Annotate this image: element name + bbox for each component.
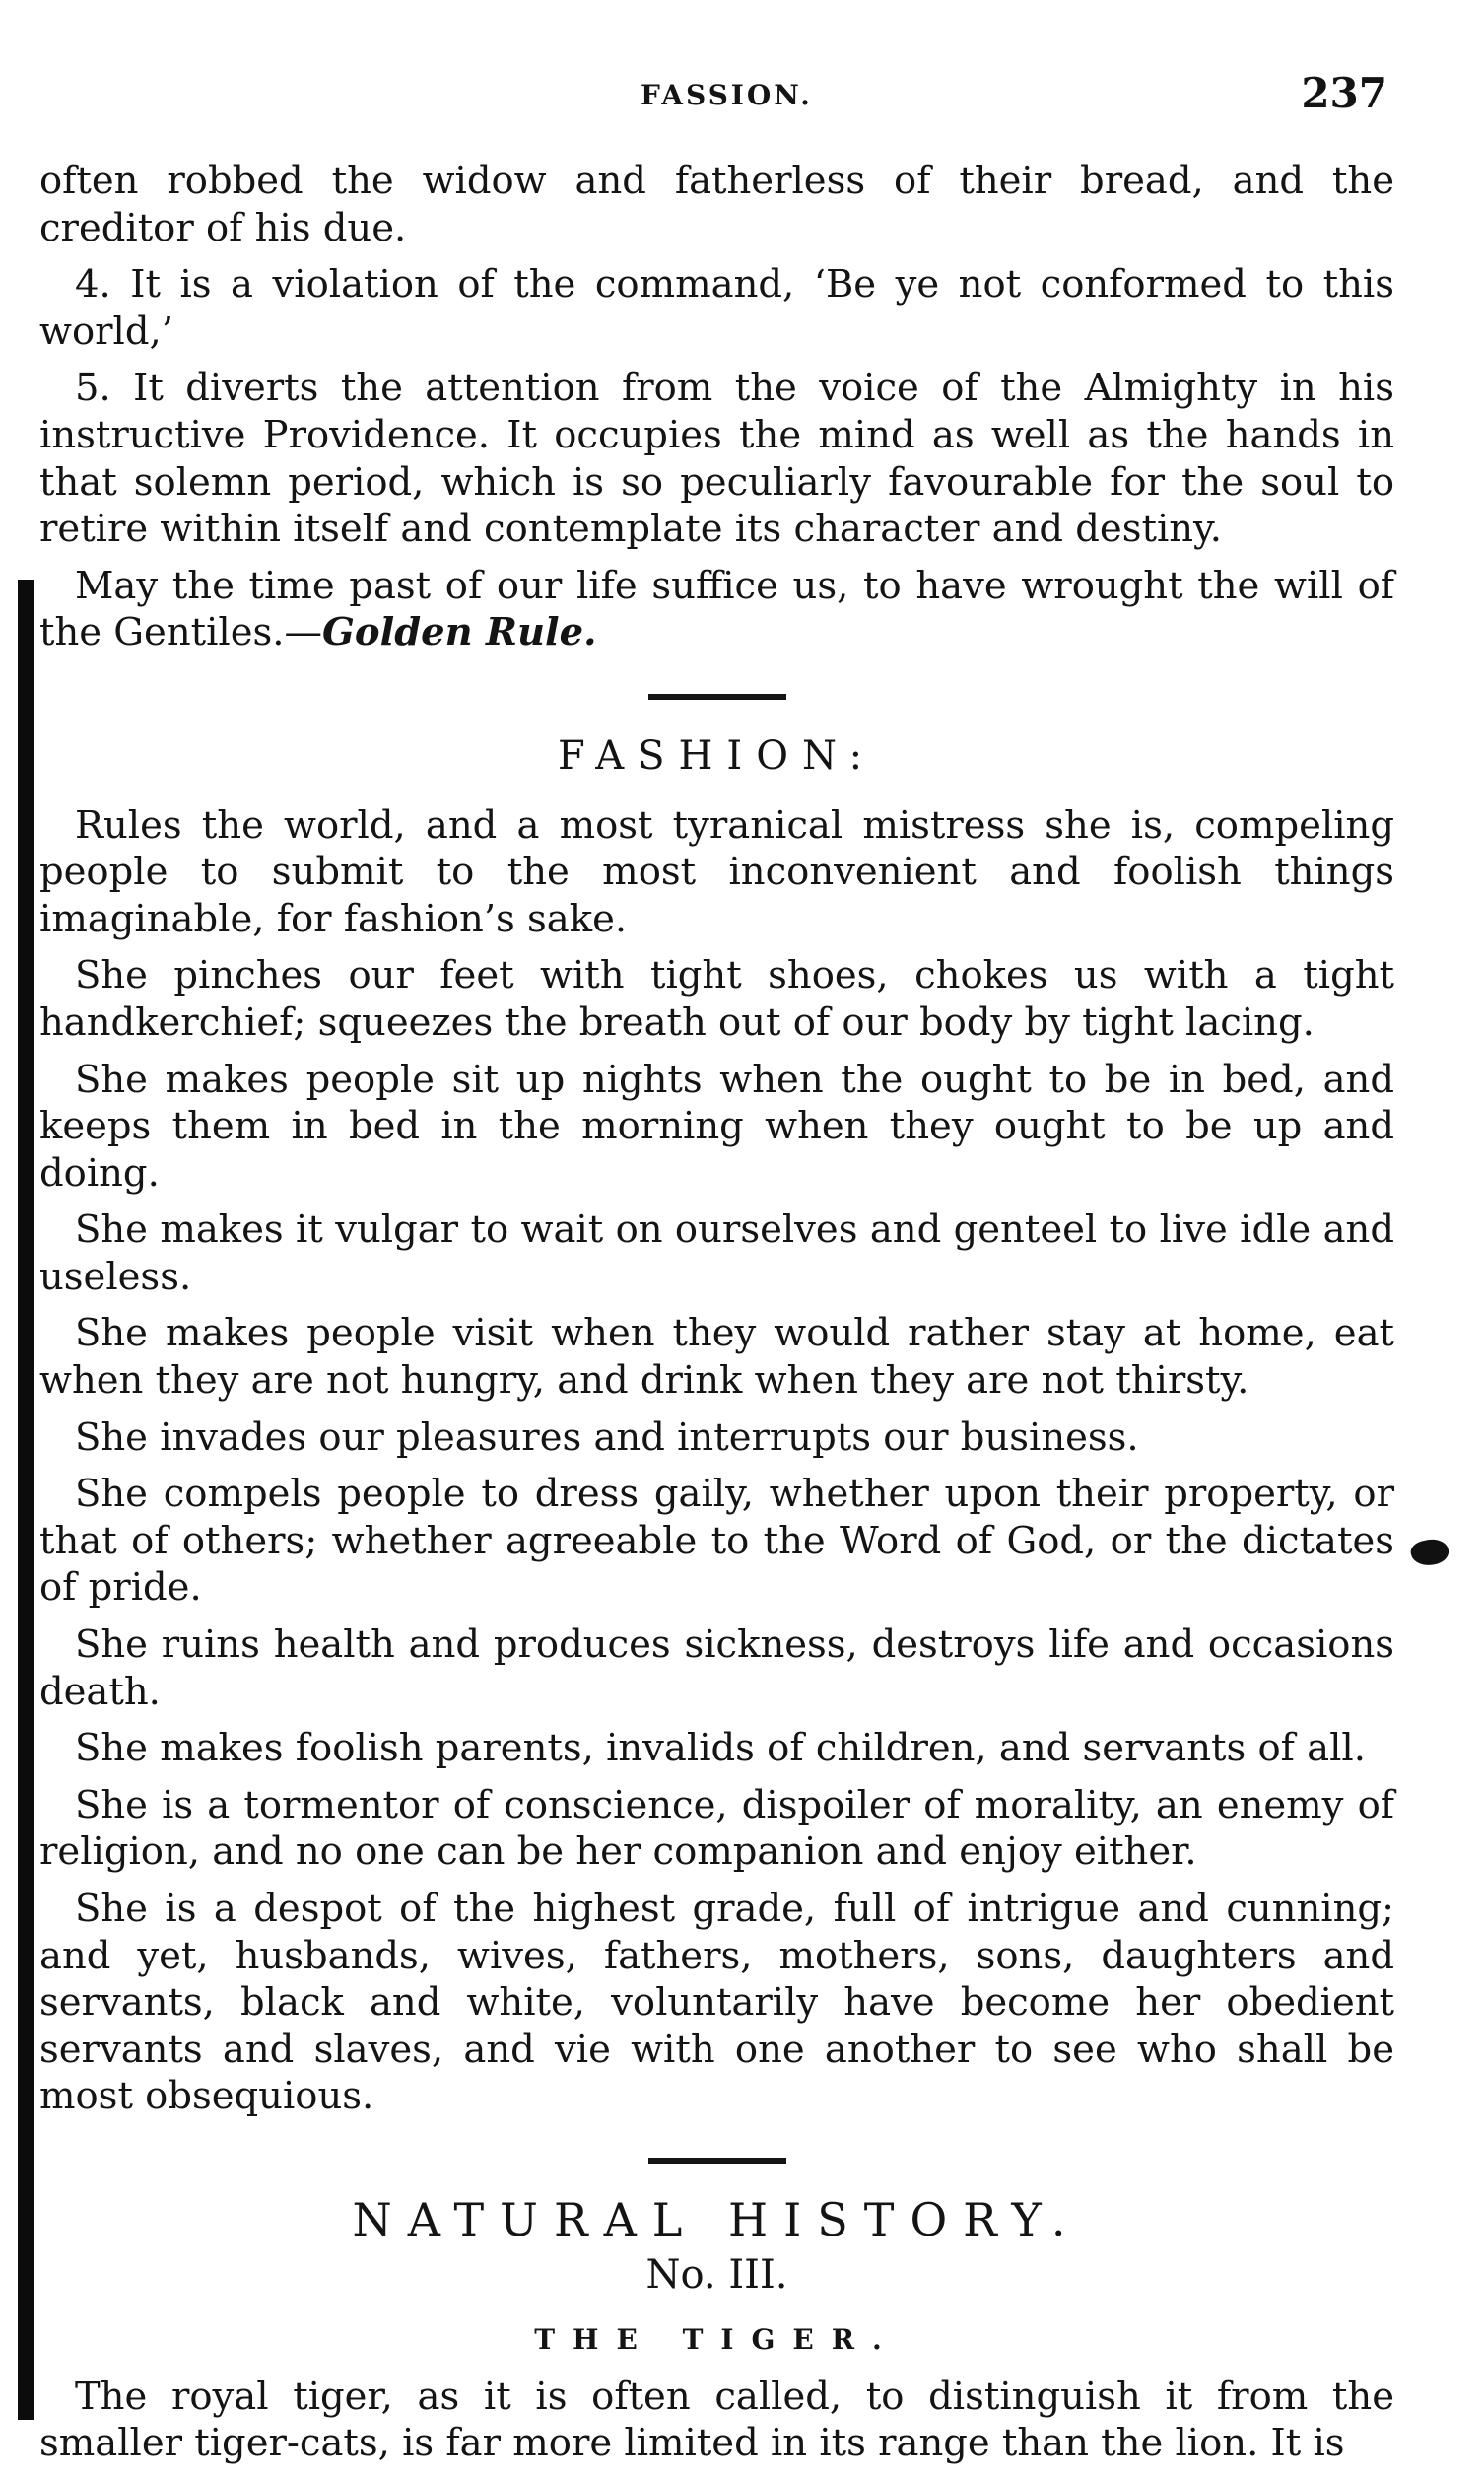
paragraph: She is a despot of the highest grade, full of intrigue and cunning; and yet, husbands, wives, fathers, mothers, sons, daughters and servants, black and white, voluntarily have become her obedient servants and slaves, and vie with one another to see who shall be most obsequious. bbox=[39, 1887, 1394, 2119]
paragraph: 4. It is a violation of the command, ‘Be ye not conformed to this world,’ bbox=[39, 262, 1394, 354]
text-block bbox=[39, 158, 1394, 2477]
paragraph: 5. It diverts the attention from the voice of the Almighty in his instructive Providence. It occupies the mind as well as the hands in that solemn period, which is so peculiarly favourable for the soul to retire within itself and contemplate its character and destiny. bbox=[39, 366, 1394, 552]
section-title-fashion: FASHION: bbox=[557, 732, 877, 779]
paragraph: Rules the world, and a most tyranical mistress she is, compeling people to submit to the most inconvenient and foolish things imaginable, for fashion’s sake. bbox=[39, 802, 1394, 941]
closing-text: May the time past of our life suffice us, to have wrought the will of the Gentiles.— bbox=[39, 563, 1394, 655]
source-citation: Golden Rule. bbox=[322, 610, 597, 655]
paragraph: She makes people visit when they would rather stay at home, eat when they are not hungry, and drink when they are not thirsty. bbox=[39, 1311, 1394, 1404]
section-divider bbox=[648, 2158, 786, 2164]
paragraph: She invades our pleasures and interrupts our business. bbox=[75, 1414, 1139, 1460]
running-title: FASSION. bbox=[641, 79, 813, 111]
section-number: No. III. bbox=[645, 2251, 788, 2298]
paragraph: She is a tormentor of conscience, dispoiler of morality, an enemy of religion, and no one can be her companion and enjoy either. bbox=[39, 1782, 1394, 1875]
paragraph: She ruins health and produces sickness, destroys life and occasions death. bbox=[39, 1622, 1394, 1714]
section-title-natural-history: NATURAL HISTORY. bbox=[352, 2192, 1082, 2246]
paragraph: She pinches our feet with tight shoes, chokes us with a tight handkerchief; squeezes the breath out of our body by tight lacing. bbox=[39, 953, 1394, 1045]
ink-blot bbox=[1409, 1536, 1451, 1568]
paragraph: often robbed the widow and fatherless of their bread, and the creditor of his due. bbox=[39, 159, 1394, 250]
paragraph: She makes people sit up nights when the ought to be in bed, and keeps them in bed in the morning when they ought to be up and doing. bbox=[39, 1057, 1394, 1196]
running-head bbox=[37, 61, 1397, 130]
section-divider bbox=[648, 694, 786, 700]
paragraph: She makes foolish parents, invalids of children, and servants of all. bbox=[75, 1726, 1366, 1771]
binding-shadow bbox=[18, 580, 34, 2420]
paragraph: The royal tiger, as it is often called, to distinguish it from the smaller tiger-cats, is far more limited in its range than the lion. It is bbox=[39, 2374, 1394, 2466]
paragraph: She compels people to dress gaily, whether upon their property, or that of others; whether agreeable to the Word of God, or the dictates of pride. bbox=[39, 1472, 1394, 1611]
closing-paragraph bbox=[39, 563, 1394, 656]
subsection-title: THE TIGER. bbox=[534, 2323, 900, 2357]
page-number: 237 bbox=[1301, 69, 1387, 117]
paragraph: She makes it vulgar to wait on ourselves and genteel to live idle and useless. bbox=[39, 1207, 1394, 1299]
